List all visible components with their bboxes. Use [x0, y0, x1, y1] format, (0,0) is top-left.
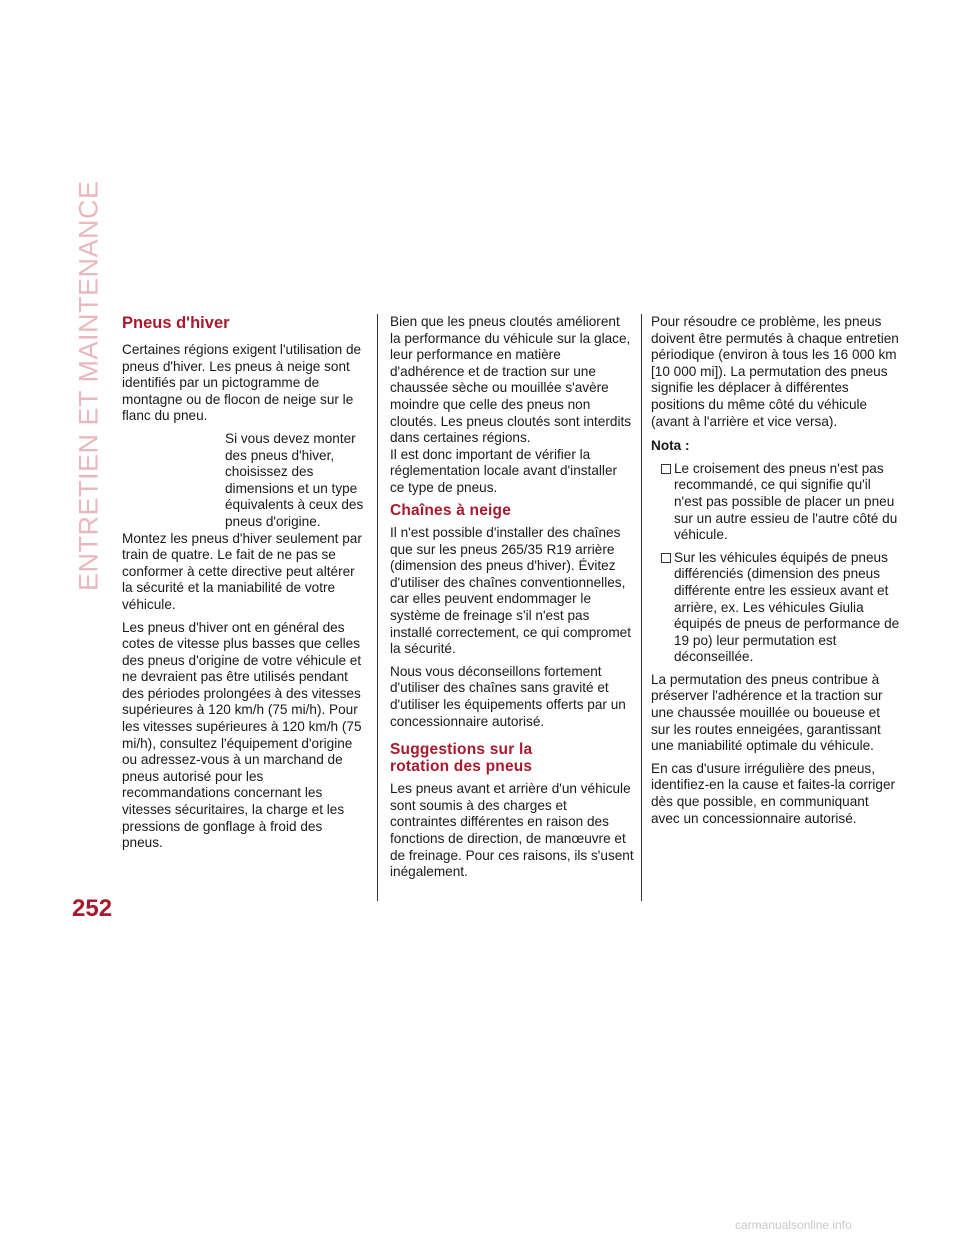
paragraph: Les pneus avant et arrière d'un véhicule sont soumis à des charges et contraintes différentes en raison des fonctions de direction, de manœuvre et de freinage. Pour ces raisons, ils s'usent inégalement.: [390, 781, 634, 880]
column-middle: [390, 314, 634, 887]
heading-winter-tires: Pneus d'hiver: [122, 314, 230, 332]
heading-line: rotation des pneus: [390, 757, 533, 775]
heading-line: Suggestions sur la: [390, 741, 533, 759]
paragraph: Les pneus d'hiver ont en général des cotes de vitesse plus basses que celles des pneus d'origine de votre véhicule et ne devraient pas être utilisés pendant des périodes prolongées à des vitesses supérieures à 120 km/h (75 mi/h). Pour les vitesses supérieures à 120 km/h (75 mi/h), consultez l'équipement d'origine ou adressez-vous à un marchand de pneus autorisé pour les recommandations concernant les vitesses sécuritaires, la charge et les pressions de gonflage à froid des pneus.: [122, 619, 362, 851]
list-item-text: Sur les véhicules équipés de pneus différenciés (dimension des pneus différente entre les essieux avant et arrière, ex. Les véhicules Giulia équipés de pneus de performance de 19 po) leur permutation est déconseillée.: [674, 549, 900, 665]
paragraph: Certaines régions exigent l'utilisation de pneus d'hiver. Les pneus à neige sont identifiés par un pictogramme de montagne ou de flocon de neige sur le flanc du pneu.: [122, 342, 362, 424]
paragraph: En cas d'usure irrégulière des pneus, identifiez-en la cause et faites-la corriger dès que possible, en communiquant avec un concessionnaire autorisé.: [651, 760, 896, 826]
heading-tire-rotation: [390, 742, 634, 775]
warning-text: Si vous devez monter des pneus d'hiver, choisissez des dimensions et un type équivalents à ceux des pneus d'origine.: [225, 430, 364, 529]
sidebar-section-tab: [72, 180, 106, 622]
list-item-text: Le croisement des pneus n'est pas recommandé, ce qui signifie qu'il n'est pas possible de placer un pneu sur un autre essieu de l'autre côté du véhicule.: [674, 460, 898, 543]
checkbox-bullet-icon: [661, 553, 671, 563]
paragraph: Montez les pneus d'hiver seulement par train de quatre. Le fait de ne pas se conformer à cette directive peut altérer la sécurité et la maniabilité de votre véhicule.: [122, 530, 362, 612]
paragraph: Il n'est possible d'installer des chaînes que sur les pneus 265/35 R19 arrière (dimension des pneus d'hiver). Évitez d'utiliser des chaînes conventionnelles, car elles peuvent endommager le système de freinage s'il n'est pas installé correctement, ce qui compromet la sécurité.: [390, 525, 632, 657]
sidebar-section-title: ENTRETIEN ET MAINTENANCE: [73, 180, 104, 591]
paragraph: La permutation des pneus contribue à préserver l'adhérence et la traction sur une chaussée mouillée ou boueuse et sur les routes enneigées, garantissant une maniabilité optimale du véhicule.: [651, 671, 883, 754]
nota-label: Nota :: [651, 438, 690, 454]
column-divider: [377, 314, 378, 901]
watermark: carmanualsonline.info: [735, 1218, 852, 1232]
page-number: 252: [72, 895, 113, 922]
heading-snow-chains: Chaînes à neige: [390, 501, 512, 519]
list-item: [651, 461, 901, 544]
column-left: [122, 314, 364, 858]
paragraph: Pour résoudre ce problème, les pneus doivent être permutés à chaque entretien périodique (environ à tous les 16 000 km [10 000 mi]). La permutation des pneus signifie les déplacer à différentes positions du même côté du véhicule (avant à l'arrière et vice versa).: [651, 314, 899, 429]
checkbox-bullet-icon: [661, 464, 671, 474]
paragraph: Bien que les pneus cloutés améliorent la performance du véhicule sur la glace, leur performance en matière d'adhérence et de traction sur une chaussée sèche ou mouillée s'avère moindre que celle des pneus non cloutés. Les pneus cloutés sont interdits dans certaines régions.: [390, 314, 632, 446]
column-right: [651, 314, 901, 833]
column-divider: [641, 314, 642, 901]
paragraph: Nous vous déconseillons fortement d'utiliser des chaînes sans gravité et d'utiliser les équipements offerts par un concessionnaire autorisé.: [390, 663, 626, 729]
paragraph: Il est donc important de vérifier la réglementation locale avant d'installer ce type de pneus.: [390, 446, 618, 495]
list-item: [651, 550, 901, 666]
